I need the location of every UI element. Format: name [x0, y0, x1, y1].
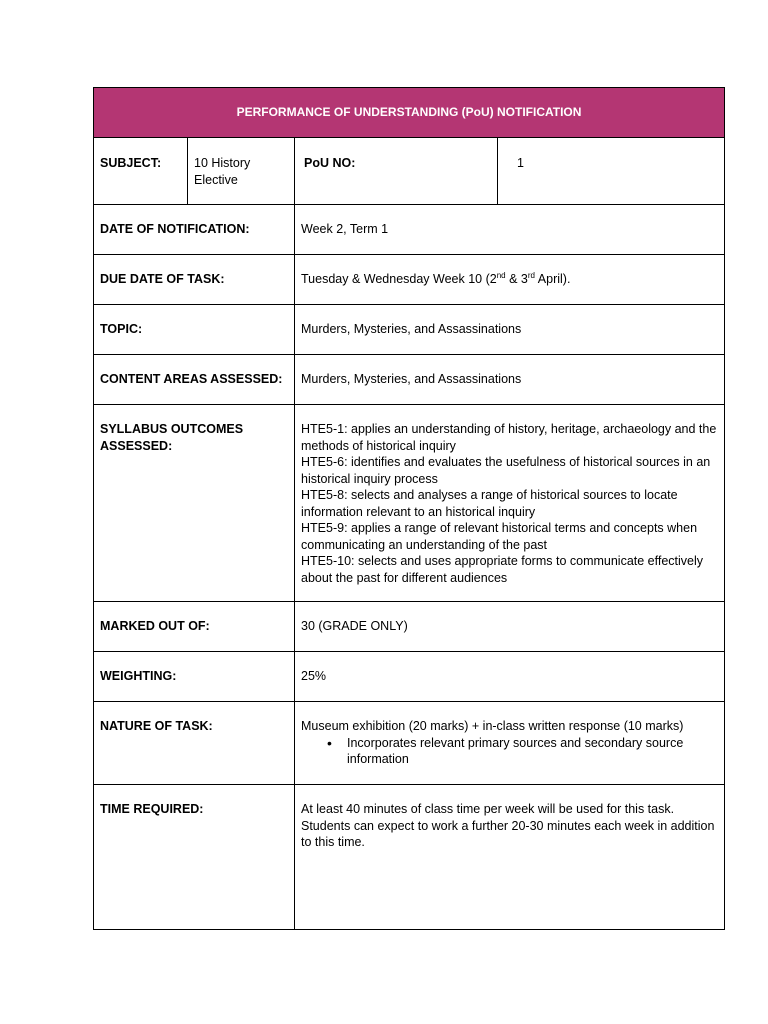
- subject-value: 10 History Elective: [188, 138, 295, 205]
- date-of-notification-label: DATE OF NOTIFICATION:: [94, 205, 295, 255]
- syllabus-outcomes-list: [295, 405, 725, 602]
- nature-of-task-bullet: • Incorporates relevant primary sources and secondary source information: [347, 735, 718, 768]
- weighting-row: [94, 652, 725, 702]
- due-date-value: [295, 255, 725, 305]
- content-areas-row: [94, 355, 725, 405]
- weighting-label: WEIGHTING:: [94, 652, 295, 702]
- nature-of-task-bullets: [301, 735, 718, 768]
- marked-out-of-row: [94, 602, 725, 652]
- pou-notification-table: [93, 87, 725, 930]
- date-of-notification-row: [94, 205, 725, 255]
- due-date-text-prefix: Tuesday & Wednesday Week 10 (2: [301, 272, 497, 287]
- subject-row: [94, 138, 725, 205]
- header-row: [94, 88, 725, 138]
- due-date-row: [94, 255, 725, 305]
- outcome-item: HTE5-8: selects and analyses a range of historical sources to locate information relevant to an historical inquiry: [301, 488, 678, 519]
- outcome-item: HTE5-6: identifies and evaluates the usefulness of historical sources in an historical inquiry process: [301, 455, 711, 486]
- weighting-value: 25%: [295, 652, 725, 702]
- due-date-text-mid: & 3: [505, 272, 528, 287]
- syllabus-outcomes-label: SYLLABUS OUTCOMES ASSESSED:: [94, 405, 295, 602]
- time-required-label: TIME REQUIRED:: [94, 785, 295, 930]
- time-required-value: At least 40 minutes of class time per week will be used for this task. Students can expect to work a further 20-30 minutes each week in addition to this time.: [295, 785, 725, 930]
- outcome-item: HTE5-10: selects and uses appropriate forms to communicate effectively about the past for different audiences: [301, 554, 704, 585]
- pou-number-value: 1: [498, 138, 725, 205]
- nature-of-task-value: Museum exhibition (20 marks) + in-class written response (10 marks): [301, 719, 684, 733]
- pou-number-label: PoU NO:: [295, 138, 498, 205]
- outcome-item: HTE5-1: applies an understanding of history, heritage, archaeology and the methods of historical inquiry: [301, 422, 717, 453]
- syllabus-outcomes-row: [94, 405, 725, 602]
- marked-out-of-label: MARKED OUT OF:: [94, 602, 295, 652]
- content-areas-label: CONTENT AREAS ASSESSED:: [94, 355, 295, 405]
- outcome-item: HTE5-9: applies a range of relevant historical terms and concepts when communicating an understanding of the past: [301, 521, 698, 552]
- topic-row: [94, 305, 725, 355]
- topic-value: Murders, Mysteries, and Assassinations: [295, 305, 725, 355]
- due-date-sup-first: nd: [496, 271, 506, 281]
- due-date-text-suffix: April).: [535, 272, 571, 287]
- date-of-notification-value: Week 2, Term 1: [295, 205, 725, 255]
- marked-out-of-value: 30 (GRADE ONLY): [295, 602, 725, 652]
- nature-of-task-label: NATURE OF TASK:: [94, 702, 295, 785]
- nature-of-task-content: [295, 702, 725, 785]
- due-date-sup-second: rd: [527, 271, 535, 281]
- time-required-row: [94, 785, 725, 930]
- notification-title: PERFORMANCE OF UNDERSTANDING (PoU) NOTIFICATION: [94, 88, 725, 138]
- nature-of-task-row: [94, 702, 725, 785]
- due-date-label: DUE DATE OF TASK:: [94, 255, 295, 305]
- topic-label: TOPIC:: [94, 305, 295, 355]
- content-areas-value: Murders, Mysteries, and Assassinations: [295, 355, 725, 405]
- subject-label: SUBJECT:: [94, 138, 188, 205]
